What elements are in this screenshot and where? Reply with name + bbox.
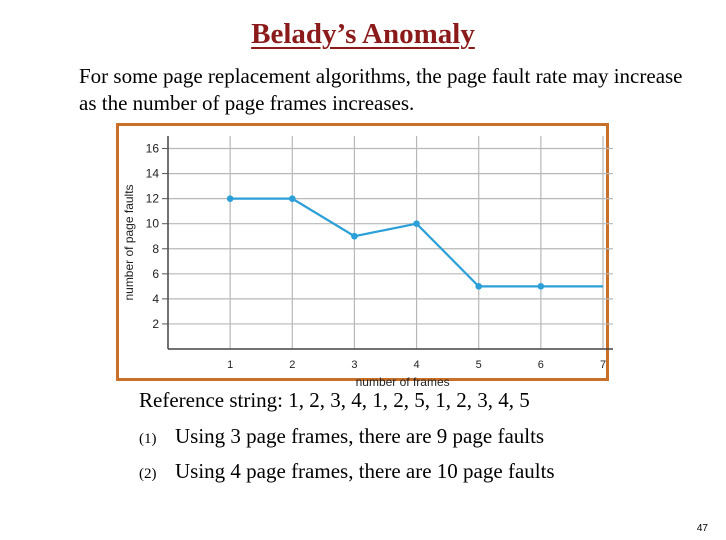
y-tick-label: 10 [145, 216, 159, 231]
y-axis-label: number of page faults [122, 184, 136, 301]
chart-axes [168, 136, 613, 349]
case-text: Using 3 page frames, there are 9 page faults [175, 424, 545, 448]
x-tick-label: 7 [599, 359, 607, 371]
y-tick-label: 12 [145, 191, 159, 206]
y-tick-label: 4 [152, 291, 159, 306]
chart-frame [116, 123, 609, 389]
y-tick-label: 6 [152, 266, 159, 281]
data-point [227, 195, 234, 202]
case-item-1 [139, 423, 544, 452]
y-tick-label: 14 [145, 166, 159, 181]
intro-text: For some page replacement algorithms, the page fault rate may increase as the number of page frames increases. [79, 64, 683, 115]
slide-title: Belady’s Anomaly [251, 18, 475, 50]
y-tick-label: 16 [145, 141, 159, 156]
data-point [475, 283, 482, 290]
data-point [289, 195, 296, 202]
x-axis-label: number of frames [355, 375, 450, 389]
case-item-2 [139, 458, 555, 487]
page-number: 47 [696, 523, 708, 534]
x-tick-label: 5 [475, 359, 482, 371]
y-tick-label: 8 [152, 241, 159, 256]
x-tick-label: 6 [537, 359, 544, 371]
data-point [351, 233, 358, 240]
case-number: (1) [139, 431, 157, 447]
chart-grid [168, 136, 613, 349]
chart-ticks [146, 142, 606, 371]
data-point [413, 220, 420, 227]
data-point [538, 283, 545, 290]
x-tick-label: 3 [351, 359, 358, 371]
x-tick-label: 2 [289, 359, 296, 371]
y-tick-label: 2 [152, 316, 159, 331]
x-tick-label: 4 [413, 359, 420, 371]
x-tick-label: 1 [227, 359, 234, 371]
reference-string: Reference string: 1, 2, 3, 4, 1, 2, 5, 1, 2, 3, 4, 5 [139, 388, 530, 412]
case-text: Using 4 page frames, there are 10 page faults [175, 459, 555, 483]
case-number: (2) [139, 466, 157, 482]
chart-series [227, 195, 603, 289]
page-faults-chart [119, 126, 607, 389]
